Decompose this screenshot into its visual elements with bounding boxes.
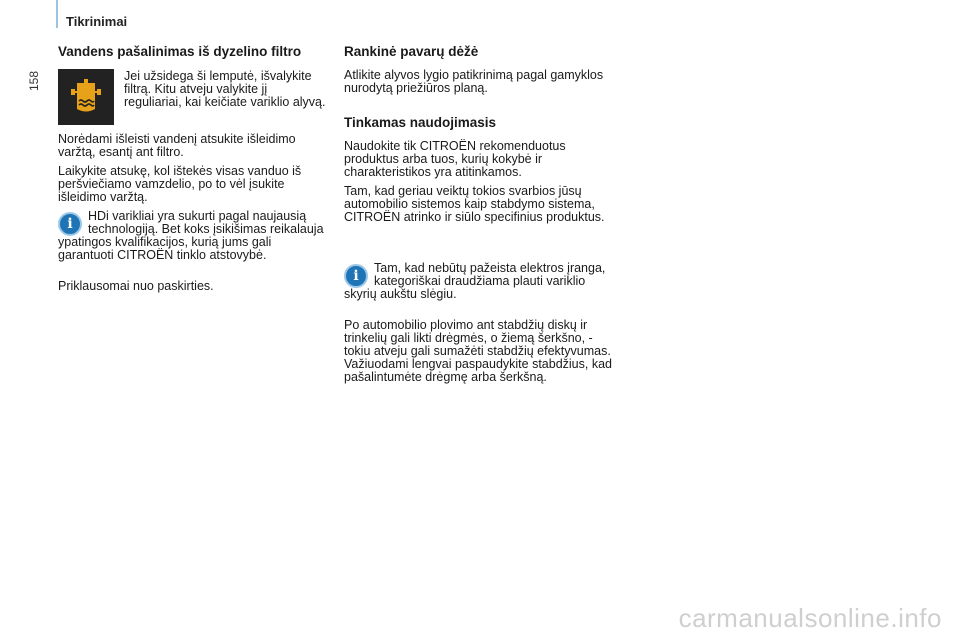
hdi-info-text: HDi varikliai yra sukurti pagal naujausią technologiją. Bet koks įsikišimas reikalauja ypatingos kvalifikacijos, kurią jums gali garantuoti CITROËN tinklo atstovybė. [58,209,324,262]
info-icon: i [58,212,82,236]
warning-row [58,69,326,125]
info-icon: i [344,264,368,288]
page-number: 158 [27,70,41,92]
left-column [58,44,326,299]
gearbox-text: Atlikite alyvos lygio patikrinimą pagal gamyklos nurodytą priežiūros planą. [344,68,604,95]
diesel-filter-water-warning-icon [58,69,114,125]
warning-light-text: Jei užsidega ši lemputė, išvalykite filtrą. Kitu atveju valykite jį reguliariai, kai keičiate variklio alyvą. [124,69,326,109]
washing-info-text: Tam, kad nebūtų pažeista elektros įranga, kategoriškai draudžiama plauti variklio skyrių aukštu slėgiu. [344,261,606,301]
drain-hold-instruction: Laikykite atsukę, kol ištekės visas vanduo iš peršviečiamo vamzdelio, po to vėl įsukite išleidimo varžtą. [58,164,302,204]
usage-text-1: Naudokite tik CITROËN rekomenduotus produktus arba tuos, kurių kokybė ir charakteristikos yra atitinkamos. [344,139,566,179]
depending-on-use: Priklausomai nuo paskirties. [58,279,214,293]
side-rule [56,0,58,28]
section-header: Tikrinimai [66,14,128,29]
brake-moisture-text: Po automobilio plovimo ant stabdžių diskų ir trinkelių gali likti drėgmės, o žiemą šerkšno, - tokiu atveju gali sumažėti stabdžių efektyvumas. Važiuodami lengvai paspaudykite stabdžius, kad pašalintumėte drėgmę arba šerkšną. [344,318,612,384]
hdi-info-block [58,210,326,262]
right-column [344,44,616,390]
filter-warning-icon [66,77,106,117]
drain-instruction: Norėdami išleisti vandenį atsukite išleidimo varžtą, esantį ant filtro. [58,132,296,159]
washing-info-block [344,262,616,301]
gearbox-title: Rankinė pavarų dėžė [344,44,479,59]
water-removal-title: Vandens pašalinimas iš dyzelino filtro [58,44,302,59]
watermark: carmanualsonline.info [678,603,942,633]
usage-title: Tinkamas naudojimasis [344,115,497,130]
usage-text-2: Tam, kad geriau veiktų tokios svarbios jūsų automobilio sistemos kaip stabdymo sistema, CITROËN atrinko ir siūlo specifinius produktus. [344,184,605,224]
